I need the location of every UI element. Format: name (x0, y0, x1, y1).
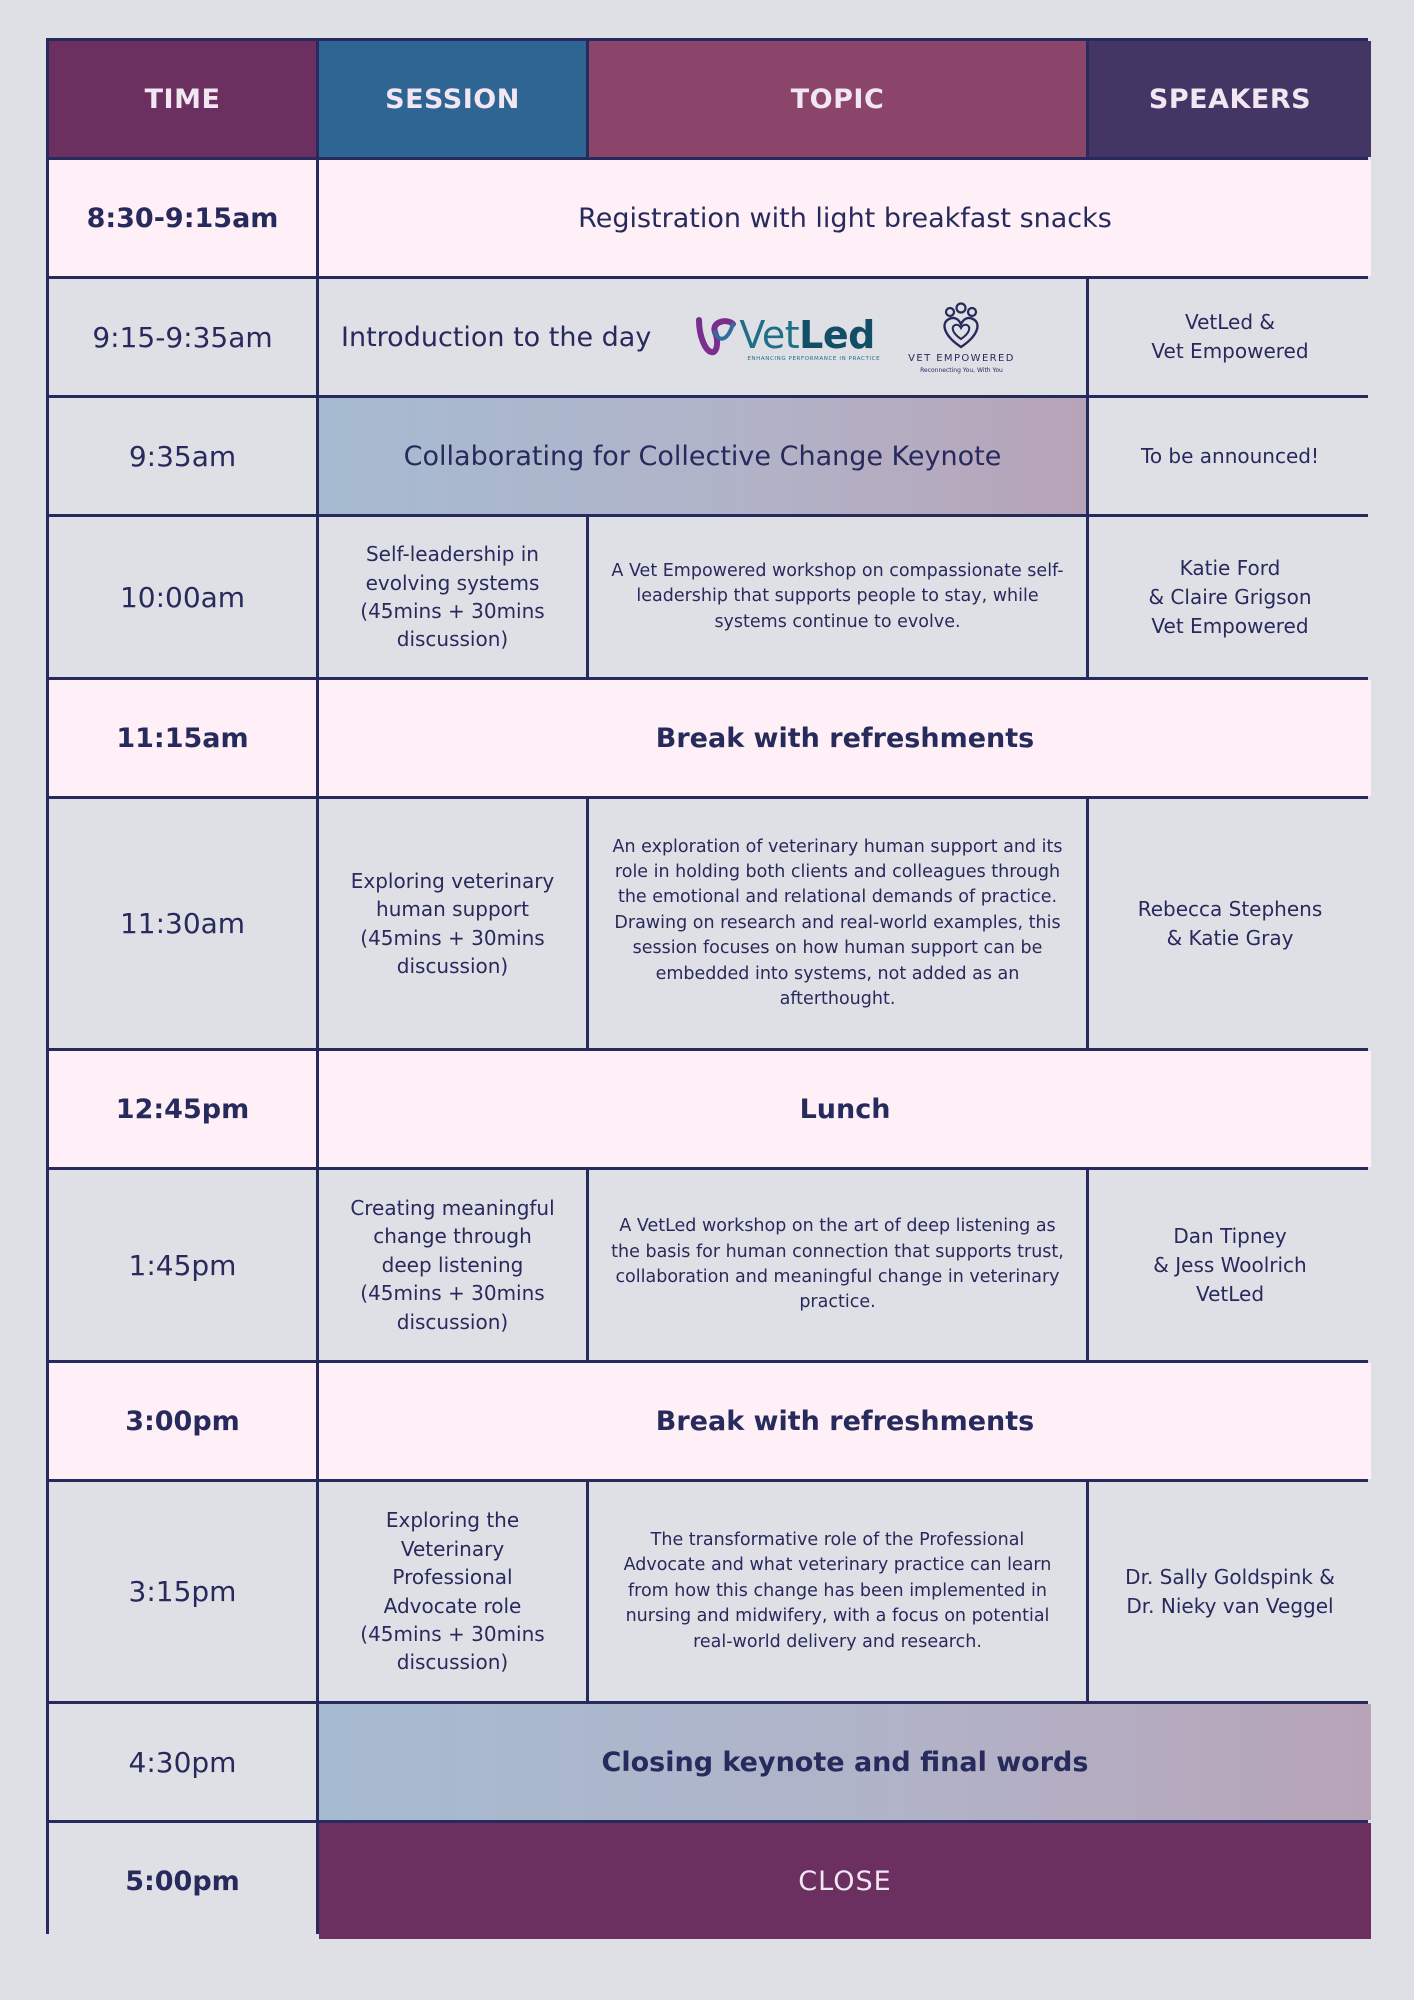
row-speakers: Katie Ford & Claire Grigson Vet Empowered (1089, 517, 1371, 677)
row-time: 9:15-9:35am (49, 279, 316, 395)
row-speakers: VetLed & Vet Empowered (1089, 279, 1371, 395)
row-time: 8:30-9:15am (49, 160, 316, 276)
row-closing-keynote: Closing keynote and final words (319, 1704, 1371, 1820)
row-time: 3:00pm (49, 1363, 316, 1479)
session-title: Introduction to the day (341, 321, 652, 353)
row-time: 5:00pm (49, 1823, 316, 1939)
header-time: TIME (49, 41, 316, 157)
row-session: Exploring the Veterinary Professional Advocate role (45mins + 30mins discussion) (319, 1482, 586, 1701)
row-break: Break with refreshments (319, 680, 1371, 796)
vet-empowered-logo (908, 301, 1015, 374)
vet-empowered-tagline: Reconnecting You, With You (920, 366, 1003, 374)
row-session: Exploring veterinary human support (45mins + 30mins discussion) (319, 799, 586, 1048)
row-time: 3:15pm (49, 1482, 316, 1701)
row-speakers: Dan Tipney & Jess Woolrich VetLed (1089, 1170, 1371, 1360)
row-speakers: To be announced! (1089, 398, 1371, 514)
row-time: 11:15am (49, 680, 316, 796)
header-topic: TOPIC (589, 41, 1086, 157)
row-lunch: Lunch (319, 1051, 1371, 1167)
row-keynote: Collaborating for Collective Change Keynote (319, 398, 1086, 514)
row-time: 11:30am (49, 799, 316, 1048)
row-topic: An exploration of veterinary human support and its role in holding both clients and colleagues through the emotional and relational demands of practice. Drawing on research and real-world examples, this session focuses on how human support can be embedded into systems, not added as an afterthought. (589, 799, 1086, 1048)
row-session: Self-leadership in evolving systems (45mins + 30mins discussion) (319, 517, 586, 677)
row-topic: The transformative role of the Professional Advocate and what veterinary practice can learn from how this change has been implemented in nursing and midwifery, with a focus on potential real-world delivery and research. (589, 1482, 1086, 1701)
row-time: 12:45pm (49, 1051, 316, 1167)
row-speakers: Rebecca Stephens & Katie Gray (1089, 799, 1371, 1048)
row-registration: Registration with light breakfast snacks (319, 160, 1371, 276)
row-time: 10:00am (49, 517, 316, 677)
row-session: Creating meaningful change through deep listening (45mins + 30mins discussion) (319, 1170, 586, 1360)
row-break: Break with refreshments (319, 1363, 1371, 1479)
row-topic: A VetLed workshop on the art of deep listening as the basis for human connection that supports trust, collaboration and meaningful change in veterinary practice. (589, 1170, 1086, 1360)
vetled-word-a: Vet (739, 313, 800, 357)
vetled-wordmark (739, 313, 875, 357)
row-time: 1:45pm (49, 1170, 316, 1360)
row-topic: A Vet Empowered workshop on compassionate self-leadership that supports people to stay, while systems continue to evolve. (589, 517, 1086, 677)
vetled-tagline: ENHANCING PERFORMANCE IN PRACTICE (747, 356, 881, 362)
vet-empowered-name: VET EMPOWERED (908, 352, 1015, 364)
heart-people-icon (939, 301, 983, 351)
vetled-logo (693, 312, 880, 362)
row-close: CLOSE (319, 1823, 1371, 1939)
header-speakers: SPEAKERS (1089, 41, 1371, 157)
vetled-mark-icon (693, 312, 739, 358)
row-time: 9:35am (49, 398, 316, 514)
row-introduction (319, 279, 1086, 395)
row-time: 4:30pm (49, 1704, 316, 1820)
row-speakers: Dr. Sally Goldspink & Dr. Nieky van Veggel (1089, 1482, 1371, 1701)
vetled-word-b: Led (799, 313, 875, 357)
header-session: SESSION (319, 41, 586, 157)
agenda-table (46, 38, 1368, 1934)
